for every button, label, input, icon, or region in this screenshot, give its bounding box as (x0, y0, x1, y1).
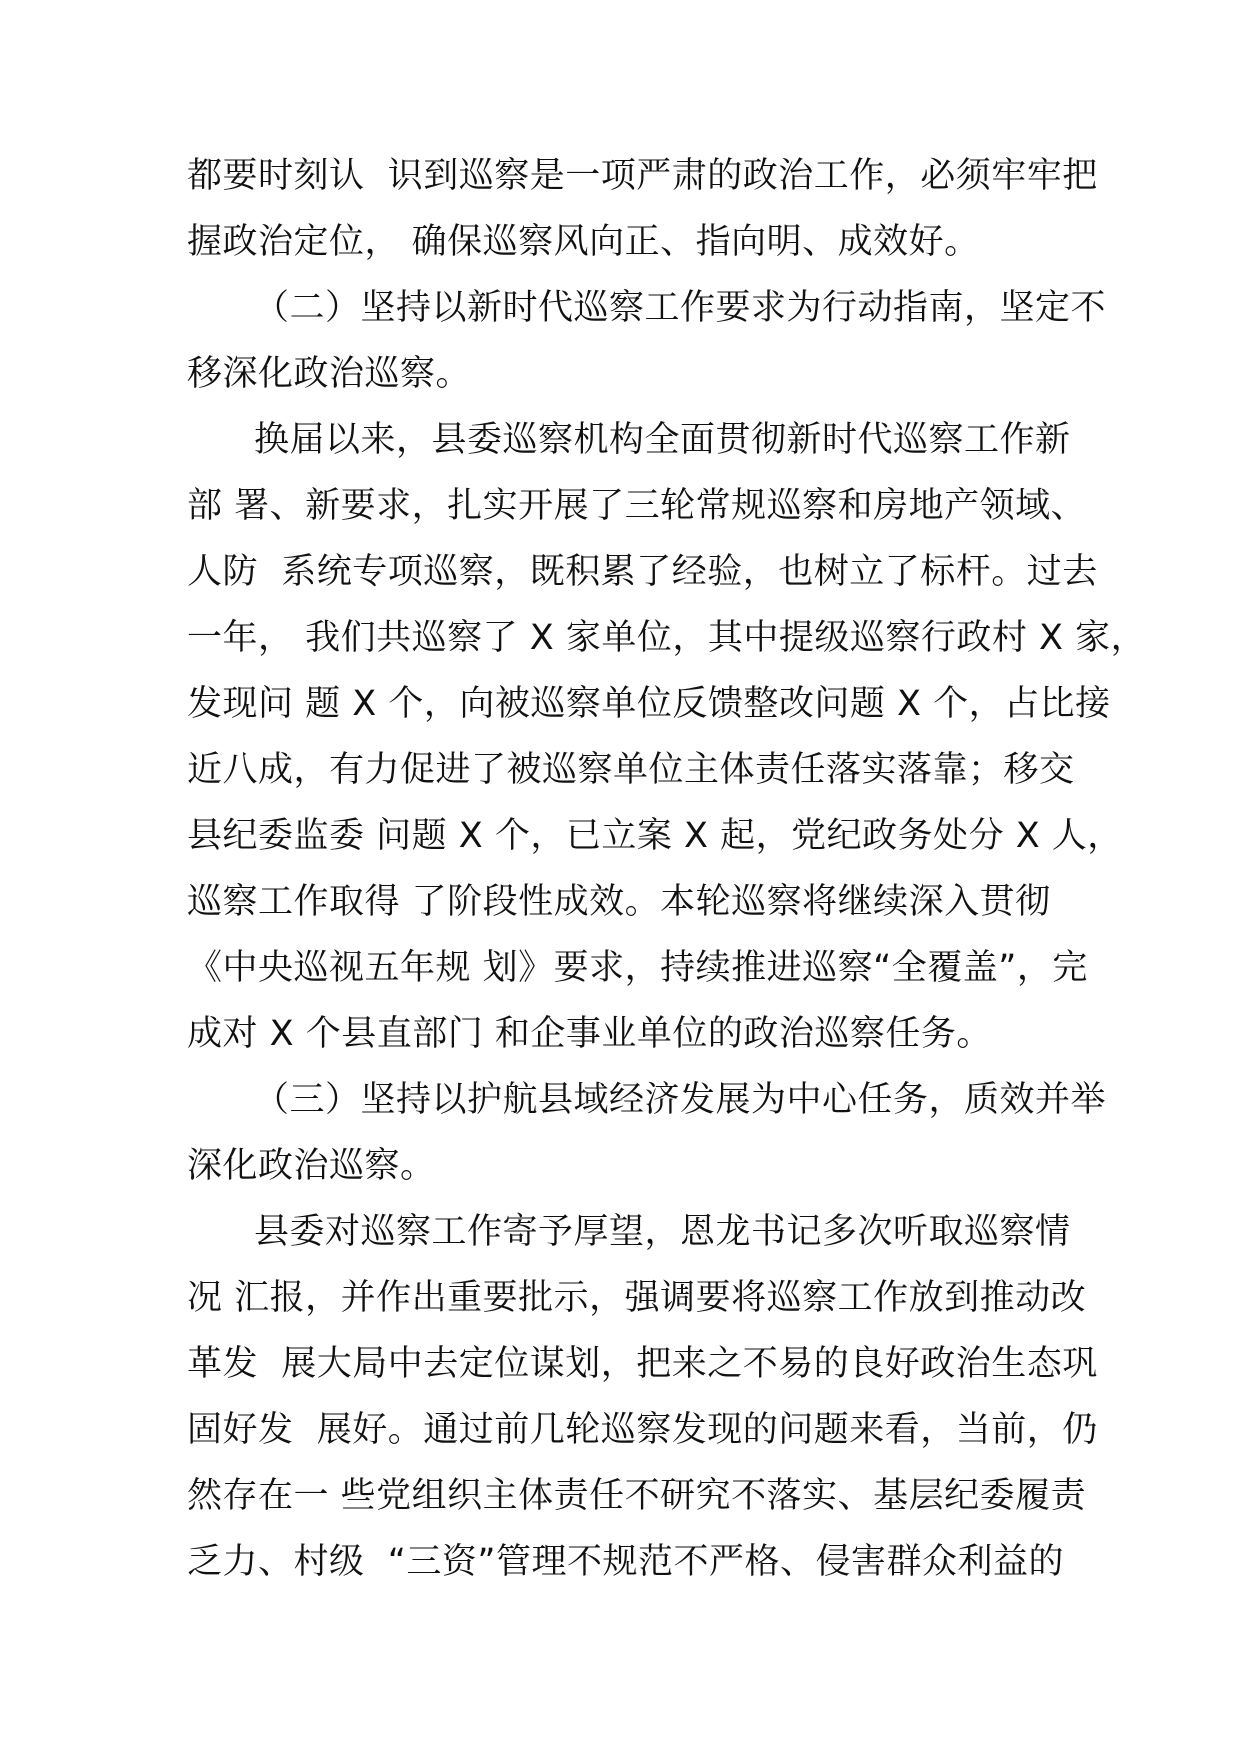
text-line: 都要时刻认 识到巡察是一项严肃的政治工作，必须牢牢把 (187, 156, 1098, 196)
text-line: 换届以来，县委巡察机构全面贯彻新时代巡察工作新 (254, 420, 1071, 460)
text-line: 况 汇报，并作出重要批示，强调要将巡察工作放到推动改 (187, 1278, 1087, 1318)
text-line: 然存在一 些党组织主体责任不研究不落实、基层纪委履责 (187, 1476, 1087, 1516)
text-line: 固好发 展好。通过前几轮巡察发现的问题来看，当前，仍 (187, 1410, 1098, 1450)
text-line: 县委对巡察工作寄予厚望，恩龙书记多次听取巡察情 (254, 1212, 1071, 1252)
text-line: 握政治定位， 确保巡察风向正、指向明、成效好。 (187, 222, 980, 262)
text-line: 一年， 我们共巡察了 X 家单位，其中提级巡察行政村 X 家， (187, 618, 1147, 658)
text-line: 县纪委监委 问题 X 个，已立案 X 起，党纪政务处分 X 人， (187, 816, 1123, 856)
section-heading: 移深化政治巡察。 (187, 354, 472, 394)
text-line: 巡察工作取得 了阶段性成效。本轮巡察将继续深入贯彻 (187, 882, 1051, 922)
text-line: 革发 展大局中去定位谋划，把来之不易的良好政治生态巩 (187, 1344, 1098, 1384)
text-line: 人防 系统专项巡察，既积累了经验，也树立了标杆。过去 (187, 552, 1098, 592)
text-line: 乏力、村级 “三资”管理不规范不严格、侵害群众利益的 (187, 1542, 1065, 1582)
text-line: 近八成，有力促进了被巡察单位主体责任落实落靠；移交 (187, 750, 1075, 790)
text-line: 部 署、新要求，扎实开展了三轮常规巡察和房地产领域、 (187, 486, 1087, 526)
text-line: 成对 X 个县直部门 和企事业单位的政治巡察任务。 (187, 1014, 992, 1054)
section-heading: （二）坚持以新时代巡察工作要求为行动指南，坚定不 (254, 288, 1107, 328)
section-heading: （三）坚持以护航县域经济发展为中心任务，质效并举 (254, 1080, 1107, 1120)
text-line: 《中央巡视五年规 划》要求，持续推进巡察“全覆盖”，完 (187, 948, 1088, 988)
text-line: 发现问 题 X 个，向被巡察单位反馈整改问题 X 个，占比接 (187, 684, 1111, 724)
section-heading: 深化政治巡察。 (187, 1146, 436, 1186)
